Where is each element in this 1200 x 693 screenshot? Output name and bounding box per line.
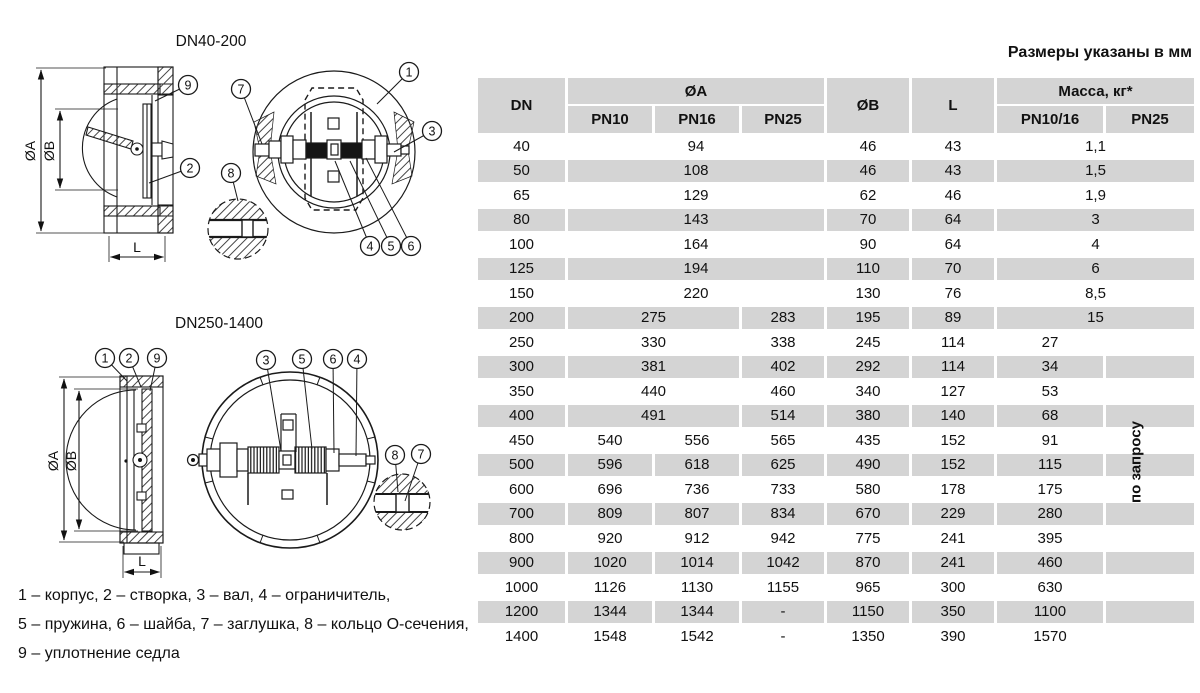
- cell-diameter-a: 540: [568, 429, 652, 452]
- cell-mass: [1106, 503, 1194, 526]
- cell-dn: 100: [478, 233, 565, 256]
- cell-length: 64: [912, 233, 994, 256]
- diagram-title-dn250-1400: DN250-1400: [175, 315, 263, 332]
- cell-dn: 1400: [478, 625, 565, 648]
- side-view-dn40-200: [22, 67, 173, 262]
- cell-diameter-b: 90: [827, 233, 909, 256]
- cell-diameter-a: 912: [655, 527, 739, 550]
- cell-diameter-a: 440: [568, 380, 739, 403]
- callout-number: 7: [417, 447, 425, 462]
- callout-number: 1: [101, 351, 109, 366]
- table-row: [478, 282, 1194, 305]
- cell-diameter-a: 1155: [742, 576, 824, 599]
- callout-4: [348, 350, 367, 457]
- cell-diameter-a: 807: [655, 503, 739, 526]
- cell-mass: 4: [997, 233, 1194, 256]
- cell-diameter-a: 618: [655, 454, 739, 477]
- cell-length: 152: [912, 429, 994, 452]
- cell-dn: 40: [478, 135, 565, 158]
- cell-mass: 91: [997, 429, 1103, 452]
- cell-length: 350: [912, 601, 994, 624]
- detail-view-bottom: [373, 473, 431, 531]
- cell-diameter-b: 870: [827, 552, 909, 575]
- cell-diameter-a: 338: [742, 331, 824, 354]
- cell-dn: 65: [478, 184, 565, 207]
- cell-length: 89: [912, 307, 994, 330]
- callout-2: [149, 159, 200, 184]
- header-mass-pn25: PN25: [1106, 106, 1194, 133]
- parts-legend: [18, 581, 469, 668]
- cell-mass: 630: [997, 576, 1103, 599]
- legend-line-2: 5 – пружина, 6 – шайба, 7 – заглушка, 8 – кольцо О-сечения,: [18, 616, 469, 633]
- cell-mass: [1106, 478, 1194, 501]
- cell-dn: 1200: [478, 601, 565, 624]
- table-row: [478, 601, 1194, 624]
- cell-diameter-a: 1548: [568, 625, 652, 648]
- cell-mass: 460: [997, 552, 1103, 575]
- cell-diameter-b: 490: [827, 454, 909, 477]
- diagram-title-dn40-200: DN40-200: [175, 33, 247, 50]
- cell-length: 76: [912, 282, 994, 305]
- cell-diameter-a: 94: [568, 135, 824, 158]
- cell-diameter-a: 1130: [655, 576, 739, 599]
- cell-mass: 15: [997, 307, 1194, 330]
- cell-diameter-b: 46: [827, 160, 909, 183]
- cell-length: 152: [912, 454, 994, 477]
- table-row: [478, 331, 1194, 354]
- cell-diameter-a: 696: [568, 478, 652, 501]
- dim-label-l: L: [133, 239, 141, 255]
- table-row: [478, 429, 1194, 452]
- cell-diameter-a: 942: [742, 527, 824, 550]
- table-row: [478, 625, 1194, 648]
- callout-3: [257, 351, 282, 452]
- cell-diameter-b: 1150: [827, 601, 909, 624]
- cell-diameter-a: 220: [568, 282, 824, 305]
- side-view-dn250-1400: [45, 376, 163, 578]
- table-row: [478, 356, 1194, 379]
- table-row: [478, 527, 1194, 550]
- cell-dn: 1000: [478, 576, 565, 599]
- cell-diameter-a: 381: [568, 356, 739, 379]
- cell-mass: [1106, 356, 1194, 379]
- cell-diameter-b: 62: [827, 184, 909, 207]
- header-db: ØB: [827, 78, 909, 133]
- cell-mass: 68: [997, 405, 1103, 428]
- cell-dn: 700: [478, 503, 565, 526]
- cell-dn: 500: [478, 454, 565, 477]
- cell-dn: 400: [478, 405, 565, 428]
- cell-mass: 1,5: [997, 160, 1194, 183]
- table-row: [478, 209, 1194, 232]
- callout-number: 1: [405, 65, 413, 80]
- callout-number: 5: [387, 239, 395, 254]
- cell-diameter-b: 130: [827, 282, 909, 305]
- cell-mass: 175: [997, 478, 1103, 501]
- cell-dn: 900: [478, 552, 565, 575]
- table-row: [478, 258, 1194, 281]
- callout-number: 6: [407, 239, 415, 254]
- table-row: [478, 503, 1194, 526]
- callout-number: 3: [262, 353, 270, 368]
- cell-mass: 395: [997, 527, 1103, 550]
- cell-mass: 53: [997, 380, 1103, 403]
- cell-mass: [1106, 331, 1194, 354]
- cell-diameter-b: 380: [827, 405, 909, 428]
- table-row: [478, 552, 1194, 575]
- dim-label-l-2: L: [138, 553, 146, 569]
- cell-diameter-a: 1126: [568, 576, 652, 599]
- dim-label-oa-2: ØA: [45, 450, 61, 472]
- front-view-dn250-1400: [188, 372, 379, 548]
- cell-mass: 1,1: [997, 135, 1194, 158]
- cell-diameter-a: 129: [568, 184, 824, 207]
- cell-length: 300: [912, 576, 994, 599]
- cell-diameter-a: 736: [655, 478, 739, 501]
- cell-dn: 125: [478, 258, 565, 281]
- cell-length: 140: [912, 405, 994, 428]
- cell-mass: 1570: [997, 625, 1103, 648]
- table-header: [478, 78, 1194, 133]
- cell-mass: 1,9: [997, 184, 1194, 207]
- cell-diameter-a: 283: [742, 307, 824, 330]
- cell-diameter-b: 110: [827, 258, 909, 281]
- callout-number: 7: [237, 82, 245, 97]
- cell-diameter-a: 1344: [568, 601, 652, 624]
- cell-diameter-b: 580: [827, 478, 909, 501]
- cell-mass: [1106, 527, 1194, 550]
- cell-mass: 8,5: [997, 282, 1194, 305]
- legend-line-3: 9 – уплотнение седла: [18, 645, 180, 662]
- callout-8: [222, 164, 241, 202]
- table-row: [478, 160, 1194, 183]
- callout-number: 9: [153, 351, 161, 366]
- cell-mass: [1106, 601, 1194, 624]
- cell-length: 114: [912, 356, 994, 379]
- cell-diameter-a: 1344: [655, 601, 739, 624]
- cell-mass: [1106, 380, 1194, 403]
- cell-diameter-b: 292: [827, 356, 909, 379]
- cell-mass: 34: [997, 356, 1103, 379]
- cell-diameter-a: -: [742, 601, 824, 624]
- cell-length: 127: [912, 380, 994, 403]
- header-pn16: PN16: [655, 106, 739, 133]
- cell-diameter-a: 275: [568, 307, 739, 330]
- cell-length: 43: [912, 135, 994, 158]
- callout-number: 8: [391, 448, 399, 463]
- cell-diameter-b: 435: [827, 429, 909, 452]
- callout-number: 8: [227, 166, 235, 181]
- cell-dn: 50: [478, 160, 565, 183]
- cell-diameter-a: 330: [568, 331, 739, 354]
- cell-mass: [1106, 552, 1194, 575]
- cell-diameter-a: 1020: [568, 552, 652, 575]
- cell-diameter-a: 565: [742, 429, 824, 452]
- table-body: [478, 135, 1194, 648]
- cell-length: 64: [912, 209, 994, 232]
- cell-length: 229: [912, 503, 994, 526]
- cell-diameter-a: 143: [568, 209, 824, 232]
- callout-number: 3: [428, 124, 436, 139]
- cell-mass: [1106, 429, 1194, 452]
- cell-mass: [1106, 576, 1194, 599]
- cell-diameter-b: 775: [827, 527, 909, 550]
- callout-number: 6: [329, 352, 337, 367]
- cell-length: 241: [912, 527, 994, 550]
- cell-dn: 800: [478, 527, 565, 550]
- table-row: [478, 307, 1194, 330]
- cell-diameter-b: 70: [827, 209, 909, 232]
- dim-label-ob-2: ØB: [63, 450, 79, 472]
- cell-mass: [1106, 625, 1194, 648]
- cell-dn: 300: [478, 356, 565, 379]
- cell-length: 390: [912, 625, 994, 648]
- cell-mass: 115: [997, 454, 1103, 477]
- dimensions-table-wrap: [475, 76, 1197, 650]
- cell-diameter-a: 834: [742, 503, 824, 526]
- cell-diameter-a: 1014: [655, 552, 739, 575]
- table-row: [478, 454, 1194, 477]
- header-pn25: PN25: [742, 106, 824, 133]
- cell-diameter-a: -: [742, 625, 824, 648]
- header-mass-pn1016: PN10/16: [997, 106, 1103, 133]
- cell-dn: 350: [478, 380, 565, 403]
- header-dn: DN: [478, 78, 565, 133]
- cell-diameter-a: 733: [742, 478, 824, 501]
- cell-mass: 27: [997, 331, 1103, 354]
- cell-mass: 3: [997, 209, 1194, 232]
- cell-diameter-a: 194: [568, 258, 824, 281]
- cell-diameter-b: 340: [827, 380, 909, 403]
- cell-diameter-a: 108: [568, 160, 824, 183]
- table-row: [478, 380, 1194, 403]
- units-note: Размеры указаны в мм: [1007, 44, 1192, 61]
- cell-length: 70: [912, 258, 994, 281]
- dimensions-table: [475, 76, 1197, 650]
- cell-length: 241: [912, 552, 994, 575]
- callout-number: 5: [298, 352, 306, 367]
- cell-diameter-a: 920: [568, 527, 652, 550]
- table-row: [478, 135, 1194, 158]
- cell-mass: 1100: [997, 601, 1103, 624]
- cell-dn: 450: [478, 429, 565, 452]
- cell-diameter-b: 46: [827, 135, 909, 158]
- callout-number: 2: [125, 351, 133, 366]
- callout-number: 4: [366, 239, 374, 254]
- header-pn10: PN10: [568, 106, 652, 133]
- front-view-dn40-200: [253, 71, 415, 233]
- cell-diameter-b: 1350: [827, 625, 909, 648]
- cell-diameter-a: 402: [742, 356, 824, 379]
- header-l: L: [912, 78, 994, 133]
- table-row: [478, 405, 1194, 428]
- cell-length: 114: [912, 331, 994, 354]
- header-da: ØA: [568, 78, 824, 104]
- callout-number: 4: [353, 352, 361, 367]
- callout-1: [377, 63, 419, 105]
- cell-dn: 150: [478, 282, 565, 305]
- cell-diameter-a: 164: [568, 233, 824, 256]
- table-row: [478, 576, 1194, 599]
- cell-diameter-a: 460: [742, 380, 824, 403]
- dim-label-ob: ØB: [41, 140, 57, 162]
- cell-diameter-a: 514: [742, 405, 824, 428]
- cell-mass: 280: [997, 503, 1103, 526]
- cell-diameter-b: 245: [827, 331, 909, 354]
- table-row: [478, 184, 1194, 207]
- cell-diameter-a: 491: [568, 405, 739, 428]
- cell-dn: 600: [478, 478, 565, 501]
- callout-number: 9: [184, 78, 192, 93]
- cell-length: 46: [912, 184, 994, 207]
- cell-diameter-a: 556: [655, 429, 739, 452]
- cell-dn: 200: [478, 307, 565, 330]
- cell-length: 43: [912, 160, 994, 183]
- legend-line-1: 1 – корпус, 2 – створка, 3 – вал, 4 – ограничитель,: [18, 587, 391, 604]
- cell-length: 178: [912, 478, 994, 501]
- cell-diameter-b: 670: [827, 503, 909, 526]
- cell-dn: 250: [478, 331, 565, 354]
- cell-diameter-a: 809: [568, 503, 652, 526]
- cell-mass: 6: [997, 258, 1194, 281]
- cell-dn: 80: [478, 209, 565, 232]
- cell-diameter-a: 596: [568, 454, 652, 477]
- by-request-label: по запросу: [1127, 421, 1145, 503]
- callout-number: 2: [186, 161, 194, 176]
- cell-diameter-a: 625: [742, 454, 824, 477]
- cell-diameter-a: 1042: [742, 552, 824, 575]
- dim-label-oa: ØA: [22, 140, 38, 162]
- cell-diameter-b: 195: [827, 307, 909, 330]
- table-row: [478, 233, 1194, 256]
- cell-diameter-b: 965: [827, 576, 909, 599]
- callout-6: [324, 350, 343, 454]
- cell-mass: [1106, 405, 1194, 428]
- header-mass: Масса, кг*: [997, 78, 1194, 104]
- cell-diameter-a: 1542: [655, 625, 739, 648]
- cell-mass: [1106, 454, 1194, 477]
- table-row: [478, 478, 1194, 501]
- detail-view-top: [205, 196, 271, 262]
